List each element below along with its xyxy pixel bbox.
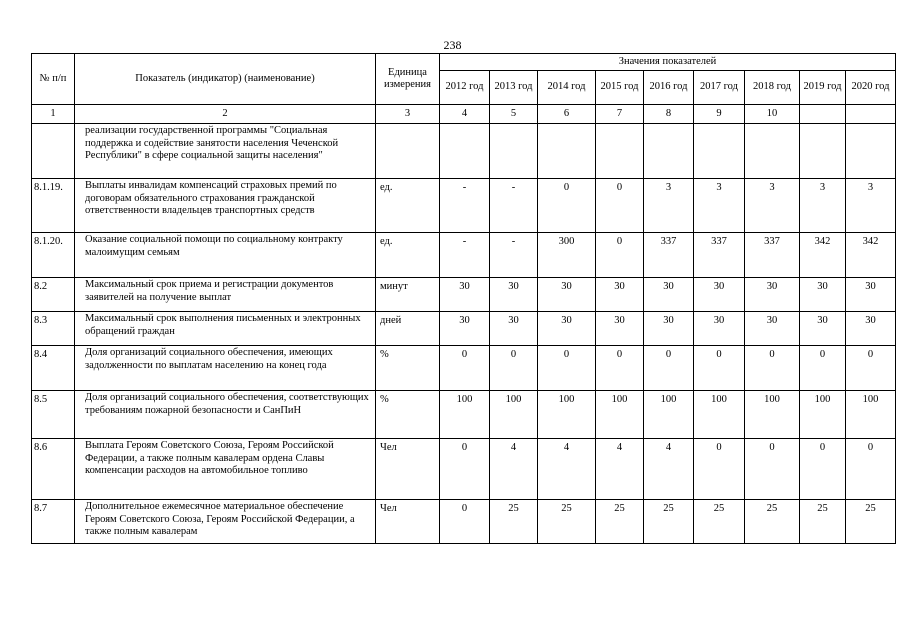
table-row: [32, 500, 896, 544]
column-number: 5: [490, 105, 538, 124]
value-cell: 30: [538, 278, 596, 312]
value-cell: [538, 124, 596, 179]
row-number: 8.1.20.: [32, 233, 75, 278]
indicators-table: [31, 53, 896, 544]
indicator-name: Максимальный срок выполнения письменных и электронных обращений граждан: [75, 312, 376, 346]
page-number: 238: [443, 38, 462, 52]
column-number: 9: [694, 105, 745, 124]
indicator-name: Максимальный срок приема и регистрации документов заявителей на получение выплат: [75, 278, 376, 312]
header-year: 2012 год: [440, 71, 490, 105]
value-cell: 100: [846, 391, 896, 439]
value-cell: 3: [694, 179, 745, 233]
value-cell: 0: [846, 439, 896, 500]
column-number: 2: [75, 105, 376, 124]
unit-cell: минут: [376, 278, 440, 312]
value-cell: 0: [745, 346, 800, 391]
table-row: [32, 346, 896, 391]
unit-cell: дней: [376, 312, 440, 346]
value-cell: [490, 124, 538, 179]
unit-cell: ед.: [376, 233, 440, 278]
table-row: [32, 179, 896, 233]
value-cell: 4: [490, 439, 538, 500]
value-cell: 3: [745, 179, 800, 233]
value-cell: 0: [440, 500, 490, 544]
value-cell: 30: [846, 278, 896, 312]
row-number: 8.4: [32, 346, 75, 391]
value-cell: 100: [745, 391, 800, 439]
value-cell: 4: [596, 439, 644, 500]
value-cell: -: [490, 233, 538, 278]
row-number: 8.6: [32, 439, 75, 500]
value-cell: 337: [644, 233, 694, 278]
value-cell: 30: [644, 312, 694, 346]
value-cell: 100: [644, 391, 694, 439]
unit-cell: ед.: [376, 179, 440, 233]
column-number: 1: [32, 105, 75, 124]
table-row: [32, 233, 896, 278]
row-number: 8.5: [32, 391, 75, 439]
table-row: [32, 391, 896, 439]
value-cell: 0: [440, 439, 490, 500]
indicator-name: Дополнительное ежемесячное материальное обеспечение Героям Советского Союза, Героям Российской Федерации, а также полным кавалерам: [75, 500, 376, 544]
value-cell: 0: [538, 179, 596, 233]
header-year: 2014 год: [538, 71, 596, 105]
unit-cell: Чел: [376, 439, 440, 500]
column-number: [800, 105, 846, 124]
row-number: 8.3: [32, 312, 75, 346]
indicator-name: Доля организаций социального обеспечения, имеющих задолженности по выплатам населению на конец года: [75, 346, 376, 391]
header-year: 2020 год: [846, 71, 896, 105]
value-cell: 100: [490, 391, 538, 439]
value-cell: 4: [538, 439, 596, 500]
header-indicator: Показатель (индикатор) (наименование): [75, 54, 376, 105]
indicator-name: Выплата Героям Советского Союза, Героям Российской Федерации, а также полным кавалерам ордена Славы компенсации расходов на автомобильное топливо: [75, 439, 376, 500]
header-year: 2017 год: [694, 71, 745, 105]
value-cell: 100: [694, 391, 745, 439]
column-number: 8: [644, 105, 694, 124]
value-cell: [596, 124, 644, 179]
value-cell: 30: [440, 312, 490, 346]
value-cell: 30: [440, 278, 490, 312]
value-cell: 30: [596, 312, 644, 346]
column-number-row: [32, 105, 896, 124]
value-cell: 30: [694, 312, 745, 346]
header-year: 2019 год: [800, 71, 846, 105]
column-number: 6: [538, 105, 596, 124]
value-cell: 0: [538, 346, 596, 391]
value-cell: 0: [596, 179, 644, 233]
value-cell: 25: [745, 500, 800, 544]
value-cell: -: [440, 179, 490, 233]
value-cell: 30: [538, 312, 596, 346]
column-number: 3: [376, 105, 440, 124]
column-number: 4: [440, 105, 490, 124]
value-cell: 0: [745, 439, 800, 500]
value-cell: 4: [644, 439, 694, 500]
value-cell: 0: [694, 346, 745, 391]
value-cell: 30: [490, 278, 538, 312]
value-cell: 25: [644, 500, 694, 544]
value-cell: 0: [596, 233, 644, 278]
value-cell: 25: [846, 500, 896, 544]
value-cell: 3: [644, 179, 694, 233]
header-no: № п/п: [32, 54, 75, 105]
value-cell: 0: [694, 439, 745, 500]
value-cell: 342: [800, 233, 846, 278]
value-cell: 30: [800, 278, 846, 312]
row-number: 8.7: [32, 500, 75, 544]
value-cell: 3: [800, 179, 846, 233]
value-cell: 100: [440, 391, 490, 439]
table-row: [32, 278, 896, 312]
indicator-name: Оказание социальной помощи по социальному контракту малоимущим семьям: [75, 233, 376, 278]
value-cell: 337: [745, 233, 800, 278]
value-cell: 100: [596, 391, 644, 439]
value-cell: 0: [440, 346, 490, 391]
value-cell: 0: [644, 346, 694, 391]
value-cell: -: [440, 233, 490, 278]
value-cell: 0: [800, 346, 846, 391]
value-cell: [800, 124, 846, 179]
value-cell: [745, 124, 800, 179]
row-number: 8.1.19.: [32, 179, 75, 233]
value-cell: 100: [538, 391, 596, 439]
value-cell: 0: [490, 346, 538, 391]
value-cell: 25: [490, 500, 538, 544]
row-number: 8.2: [32, 278, 75, 312]
header-year: 2013 год: [490, 71, 538, 105]
indicator-name: Доля организаций социального обеспечения, соответствующих требованиям пожарной безопасности и СанПиН: [75, 391, 376, 439]
value-cell: [694, 124, 745, 179]
table-row: [32, 312, 896, 346]
value-cell: 342: [846, 233, 896, 278]
value-cell: 300: [538, 233, 596, 278]
unit-cell: %: [376, 391, 440, 439]
value-cell: 25: [596, 500, 644, 544]
value-cell: 30: [490, 312, 538, 346]
value-cell: 30: [846, 312, 896, 346]
column-number: 7: [596, 105, 644, 124]
row-number: [32, 124, 75, 179]
column-number: 10: [745, 105, 800, 124]
header-values-group: Значения показателей: [440, 54, 896, 71]
header-unit: Единица измерения: [376, 54, 440, 105]
value-cell: 0: [596, 346, 644, 391]
value-cell: [440, 124, 490, 179]
value-cell: 30: [644, 278, 694, 312]
value-cell: 30: [800, 312, 846, 346]
indicator-name: Выплаты инвалидам компенсаций страховых премий по договорам обязательного страхования гражданской ответственности владельцев транспортных средств: [75, 179, 376, 233]
value-cell: 0: [800, 439, 846, 500]
value-cell: 30: [745, 312, 800, 346]
value-cell: 30: [745, 278, 800, 312]
value-cell: [644, 124, 694, 179]
value-cell: 0: [846, 346, 896, 391]
header-row-1: [32, 54, 896, 71]
value-cell: 337: [694, 233, 745, 278]
unit-cell: [376, 124, 440, 179]
header-year: 2018 год: [745, 71, 800, 105]
column-number: [846, 105, 896, 124]
header-year: 2016 год: [644, 71, 694, 105]
value-cell: 25: [538, 500, 596, 544]
value-cell: 3: [846, 179, 896, 233]
value-cell: 30: [596, 278, 644, 312]
unit-cell: Чел: [376, 500, 440, 544]
indicator-name: реализации государственной программы "Социальная поддержка и содействие занятости населения Чеченской Республики" в сфере социальной защиты населения": [75, 124, 376, 179]
value-cell: [846, 124, 896, 179]
unit-cell: %: [376, 346, 440, 391]
value-cell: 25: [694, 500, 745, 544]
value-cell: 30: [694, 278, 745, 312]
table-row: [32, 439, 896, 500]
table-row: [32, 124, 896, 179]
header-year: 2015 год: [596, 71, 644, 105]
value-cell: 100: [800, 391, 846, 439]
value-cell: 25: [800, 500, 846, 544]
value-cell: -: [490, 179, 538, 233]
